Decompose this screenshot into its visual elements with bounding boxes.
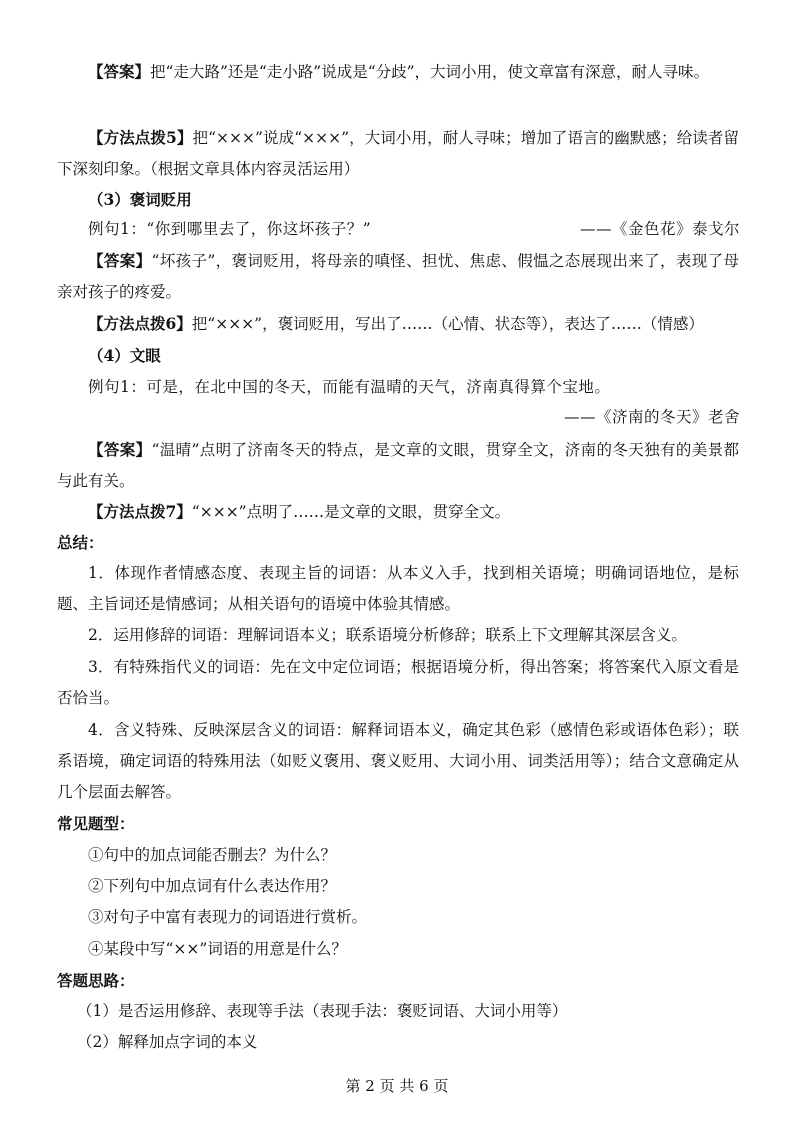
answer-label: 【答案】 [88, 440, 152, 459]
answer-label: 【答案】 [88, 251, 152, 270]
example-sentence-3: 例句1：“你到哪里去了，你这坏孩子？” [88, 220, 372, 238]
question-type-1: ①句中的加点词能否删去？为什么？ [88, 846, 337, 864]
summary-item-4: 4．含义特殊、反映深层含义的词语：解释词语本义，确定其色彩（感情色彩或语体色彩）；联系语境，确定词语的特殊用法（如贬义褒用、褒义贬用、大词小用、词类活用等）；结合文意确定从几个层面去解答。 [57, 721, 739, 801]
method-text: “×××”点明了……是文章的文眼，贯穿全文。 [191, 503, 511, 521]
answer-text: “坏孩子”，褒词贬用，将母亲的嗔怪、担忧、焦虑、假愠之态展现出来了，表现了母亲对孩子的疼爱。 [57, 252, 739, 301]
summary-item-2: 2．运用修辞的词语：理解词语本义；联系语境分析修辞；联系上下文理解其深层含义。 [88, 626, 687, 644]
approach-item-2: （2）解释加点字词的本义 [77, 1033, 258, 1051]
example-source-4: ——《济南的冬天》老舍 [563, 408, 740, 426]
page-footer: 第 2 页 共 6 页 [345, 1077, 449, 1095]
method-label: 【方法点拨7】 [88, 502, 192, 521]
question-types-title: 常见题型： [57, 814, 135, 833]
method-tip-7 [57, 496, 739, 528]
approach-title: 答题思路： [57, 971, 135, 990]
section-heading-4: （4）文眼 [88, 346, 161, 365]
summary-item-1: 1．体现作者情感态度、表现主旨的词语：从本义入手，找到相关语境；明确词语地位，是标题、主旨词还是情感词；从相关语句的语境中体验其情感。 [57, 564, 739, 613]
method-text: 把“×××”说成“×××”，大词小用，耐人寻味；增加了语言的幽默感；给读者留下深刻印象。（根据文章具体内容灵活运用） [57, 129, 739, 178]
section-heading-3: （3）褒词贬用 [88, 190, 192, 209]
example-source-3: ——《金色花》泰戈尔 [579, 220, 740, 238]
approach-item-1: （1）是否运用修辞、表现等手法（表现手法：褒贬词语、大词小用等） [77, 1002, 568, 1020]
method-tip-5 [57, 122, 739, 185]
answer-label: 【答案】 [88, 62, 151, 81]
method-tip-6 [57, 308, 739, 340]
answer-paragraph-4 [57, 434, 739, 497]
answer-text: 把“走大路”还是“走小路”说成是“分歧”，大词小用，使文章富有深意，耐人寻味。 [150, 63, 710, 81]
method-label: 【方法点拨5】 [88, 128, 193, 147]
summary-title: 总结： [57, 533, 104, 552]
method-label: 【方法点拨6】 [88, 314, 192, 333]
method-text: 把“×××”，褒词贬用，写出了……（心情、状态等），表达了……（情感） [191, 315, 704, 333]
answer-paragraph-3 [57, 245, 739, 308]
answer-paragraph-1 [57, 56, 739, 88]
question-type-4: ④某段中写“××”词语的用意是什么？ [88, 940, 347, 958]
answer-text: “温晴”点明了济南冬天的特点，是文章的文眼，贯穿全文，济南的冬天独有的美景都与此有关。 [57, 441, 739, 490]
question-type-3: ③对句子中富有表现力的词语进行赏析。 [88, 908, 368, 926]
summary-item-3: 3．有特殊指代义的词语：先在文中定位词语；根据语境分析，得出答案；将答案代入原文看是否恰当。 [57, 658, 739, 707]
example-sentence-4: 例句1：可是，在北中国的冬天，而能有温晴的天气，济南真得算个宝地。 [88, 378, 611, 396]
question-type-2: ②下列句中加点词有什么表达作用？ [88, 877, 337, 895]
